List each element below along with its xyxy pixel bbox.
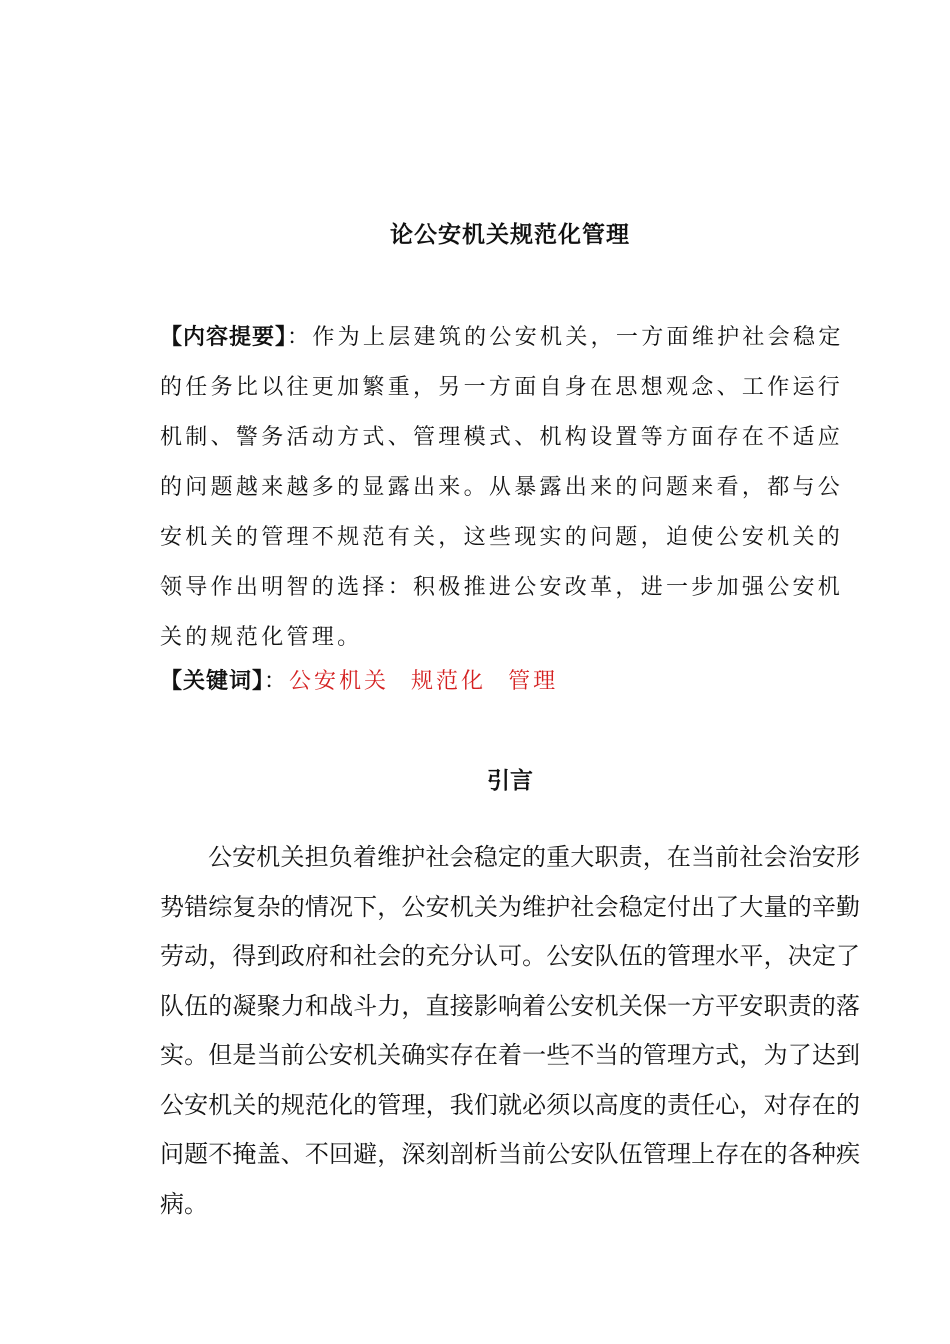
introduction-heading: 引言 — [487, 768, 533, 794]
abstract-paragraph — [160, 313, 850, 663]
abstract-label: 【内容提要】 — [160, 325, 288, 350]
keyword-item: 规范化 — [411, 669, 487, 694]
keyword-item: 公安机关 — [289, 669, 390, 694]
document-title: 论公安机关规范化管理 — [390, 222, 630, 248]
keywords-label: 【关键词】 — [160, 669, 265, 694]
introduction-paragraph: 公安机关担负着维护社会稳定的重大职责，在当前社会治安形势错综复杂的情况下，公安机关为维护社会稳定付出了大量的辛勤劳动，得到政府和社会的充分认可。公安队伍的管理水平，决定了队伍的凝聚力和战斗力，直接影响着公安机关保一方平安职责的落实。但是当前公安机关确实存在着一些不当的管理方式，为了达到公安机关的规范化的管理，我们就必须以高度的责任心，对存在的问题不掩盖、不回避，深刻剖析当前公安队伍管理上存在的各种疾病。 — [160, 843, 860, 1218]
abstract-text: ：作为上层建筑的公安机关，一方面维护社会稳定的任务比以往更加繁重，另一方面自身在思想观念、工作运行机制、警务活动方式、管理模式、机构设置等方面存在不适应的问题越来越多的显露出来。从暴露出来的问题来看，都与公安机关的管理不规范有关，这些现实的问题，迫使公安机关的领导作出明智的选择：积极推进公安改革，进一步加强公安机关的规范化管理。 — [160, 325, 844, 650]
keywords-line — [160, 662, 850, 702]
keyword-item: 管理 — [508, 669, 559, 694]
keywords-separator: ： — [264, 669, 290, 694]
